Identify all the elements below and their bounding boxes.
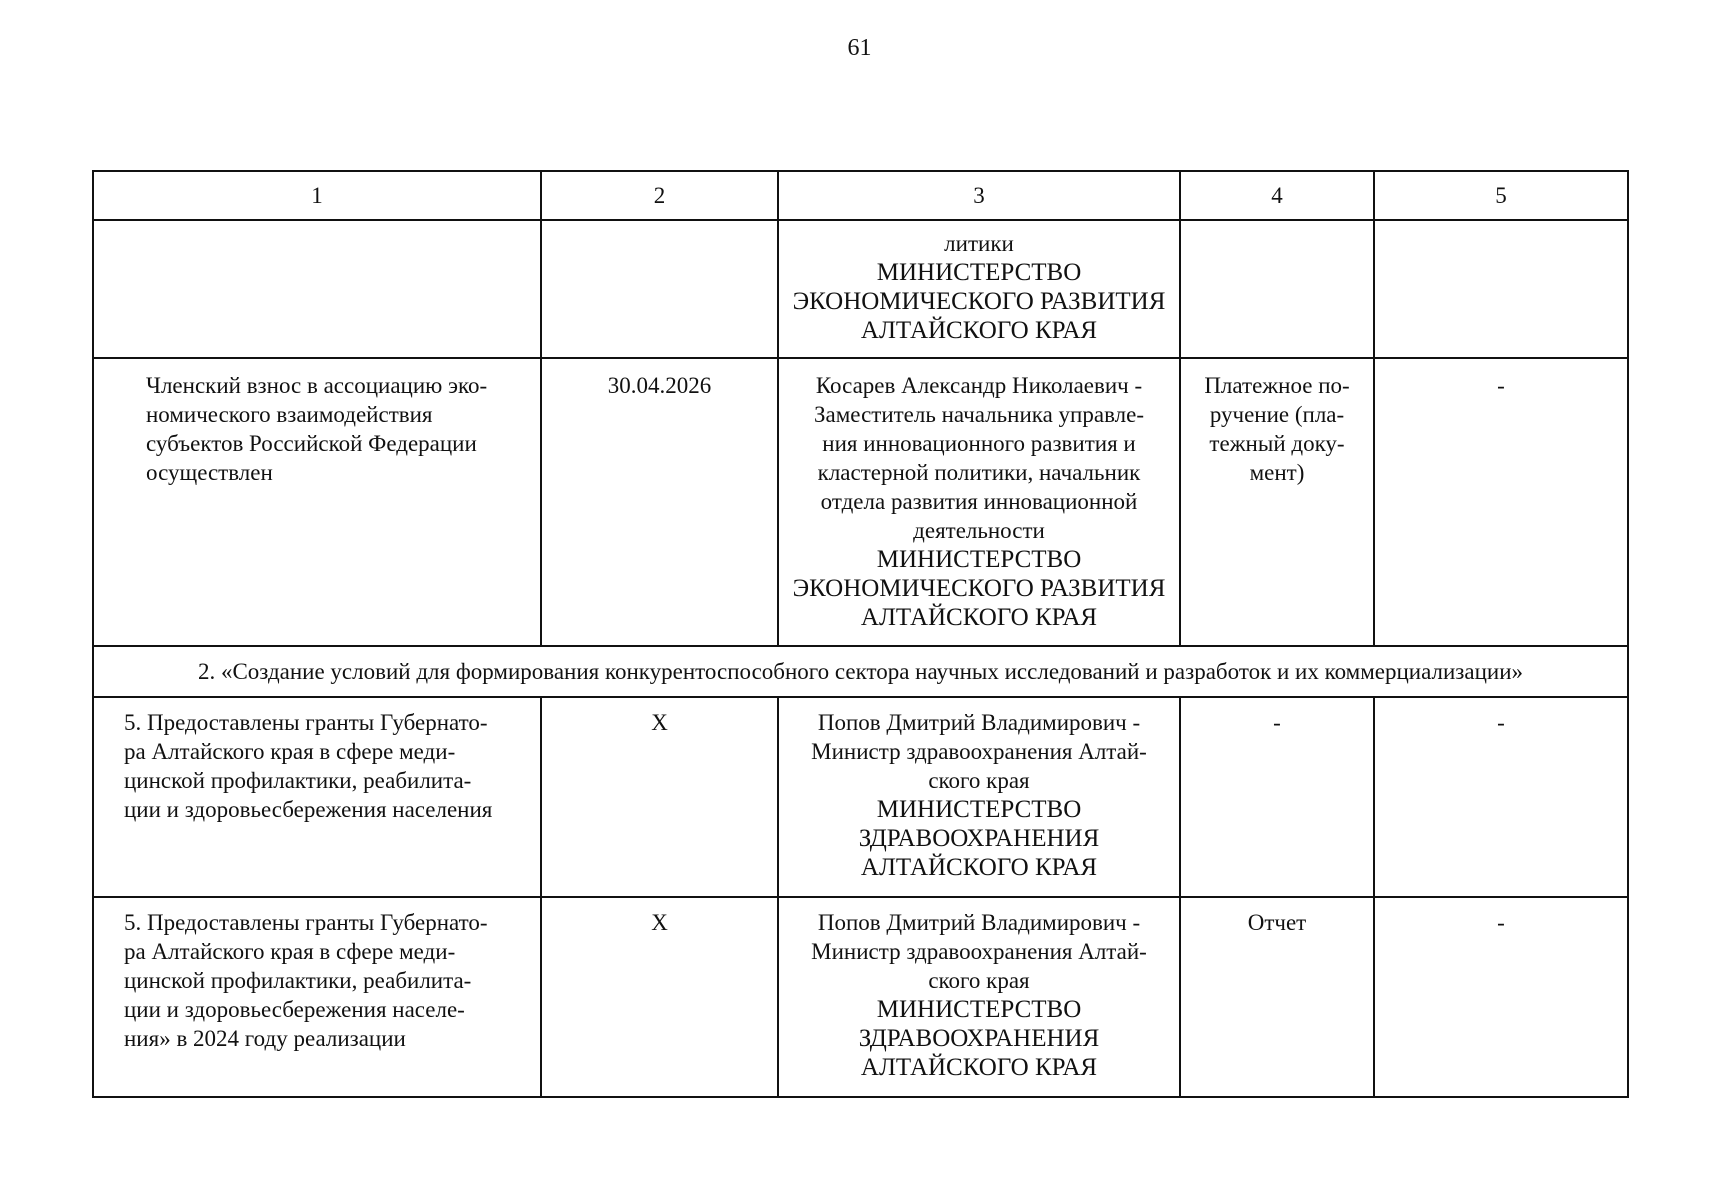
column-header-4: 4 xyxy=(1180,171,1374,220)
text-line: 5. Предоставлены гранты Губернато- xyxy=(124,910,488,935)
text-line: ского края xyxy=(928,968,1030,993)
text-line: номического взаимодействия xyxy=(146,402,433,427)
cell-empty xyxy=(93,220,541,358)
text-line: ра Алтайского края в сфере меди- xyxy=(124,939,456,964)
document-type-cell: Отчет xyxy=(1180,897,1374,1097)
text-line: ния» в 2024 году реализации xyxy=(124,1026,406,1051)
section-row xyxy=(93,646,1628,697)
info-system-cell: - xyxy=(1374,897,1628,1097)
page-number: 61 xyxy=(847,35,872,61)
column-header-5: 5 xyxy=(1374,171,1628,220)
table-row-continuation xyxy=(93,220,1628,358)
text-line: мент) xyxy=(1249,460,1305,485)
section-title: 2. «Создание условий для формирования конкурентоспособного сектора научных исследований и разработок и их коммерциализации» xyxy=(93,646,1628,697)
text-line: Попов Дмитрий Владимирович - xyxy=(817,910,1141,935)
table-header-row xyxy=(93,171,1628,220)
text-line: ского края xyxy=(928,768,1030,793)
ministry-name: МИНИСТЕРСТВО xyxy=(876,546,1082,573)
ministry-name: АЛТАЙСКОГО КРАЯ xyxy=(860,317,1098,344)
text-line: Членский взнос в ассоциацию эко- xyxy=(146,373,488,398)
info-system-cell: - xyxy=(1374,358,1628,646)
table-row-grants xyxy=(93,697,1628,897)
cell-empty xyxy=(1374,220,1628,358)
table-row-grants xyxy=(93,897,1628,1097)
date-cell: X xyxy=(541,697,778,897)
ministry-name: МИНИСТЕРСТВО xyxy=(876,259,1082,286)
column-header-1: 1 xyxy=(93,171,541,220)
ministry-name: ЗДРАВООХРАНЕНИЯ xyxy=(858,1025,1100,1052)
text-line: Министр здравоохранения Алтай- xyxy=(811,939,1147,964)
control-point-cell xyxy=(93,358,541,646)
text-line: ции и здоровьесбережения населения xyxy=(124,797,493,822)
document-type-cell: - xyxy=(1180,697,1374,897)
info-system-cell: - xyxy=(1374,697,1628,897)
responsible-cell xyxy=(778,897,1180,1097)
date-cell: 30.04.2026 xyxy=(541,358,778,646)
document-type-cell xyxy=(1180,358,1374,646)
text-line: Попов Дмитрий Владимирович - xyxy=(817,710,1141,735)
ministry-name: МИНИСТЕРСТВО xyxy=(876,996,1082,1023)
text-line: тежный доку- xyxy=(1209,431,1345,456)
ministry-name: АЛТАЙСКОГО КРАЯ xyxy=(860,604,1098,631)
text-line: ра Алтайского края в сфере меди- xyxy=(124,739,456,764)
responsible-cell xyxy=(778,220,1180,358)
column-header-2: 2 xyxy=(541,171,778,220)
text-line: ручение (пла- xyxy=(1209,402,1345,427)
text-line: Министр здравоохранения Алтай- xyxy=(811,739,1147,764)
text-line: Косарев Александр Николаевич - xyxy=(815,373,1143,398)
text-line: деятельности xyxy=(913,518,1045,543)
responsible-cell xyxy=(778,697,1180,897)
ministry-name: МИНИСТЕРСТВО xyxy=(876,796,1082,823)
responsible-cell xyxy=(778,358,1180,646)
text-line: цинской профилактики, реабилита- xyxy=(124,768,472,793)
cell-empty xyxy=(1180,220,1374,358)
date-cell: X xyxy=(541,897,778,1097)
text-line: Заместитель начальника управле- xyxy=(814,402,1144,427)
text-line: Платежное по- xyxy=(1204,373,1350,398)
text-line: ния инновационного развития и xyxy=(822,431,1136,456)
control-point-cell xyxy=(93,897,541,1097)
ministry-name: ЗДРАВООХРАНЕНИЯ xyxy=(858,825,1100,852)
table-row-fee xyxy=(93,358,1628,646)
text-line: осуществлен xyxy=(146,460,273,485)
responsible-text: литики xyxy=(944,231,1014,256)
text-line: цинской профилактики, реабилита- xyxy=(124,968,472,993)
ministry-name: АЛТАЙСКОГО КРАЯ xyxy=(860,854,1098,881)
text-line: субъектов Российской Федерации xyxy=(146,431,477,456)
plan-table xyxy=(92,170,1629,1098)
cell-empty xyxy=(541,220,778,358)
text-line: кластерной политики, начальник xyxy=(817,460,1141,485)
ministry-name: АЛТАЙСКОГО КРАЯ xyxy=(860,1054,1098,1081)
text-line: ции и здоровьесбережения населе- xyxy=(124,997,465,1022)
column-header-3: 3 xyxy=(778,171,1180,220)
control-point-cell xyxy=(93,697,541,897)
text-line: отдела развития инновационной xyxy=(820,489,1138,514)
ministry-name: ЭКОНОМИЧЕСКОГО РАЗВИТИЯ xyxy=(792,288,1166,315)
ministry-name: ЭКОНОМИЧЕСКОГО РАЗВИТИЯ xyxy=(792,575,1166,602)
text-line: 5. Предоставлены гранты Губернато- xyxy=(124,710,488,735)
